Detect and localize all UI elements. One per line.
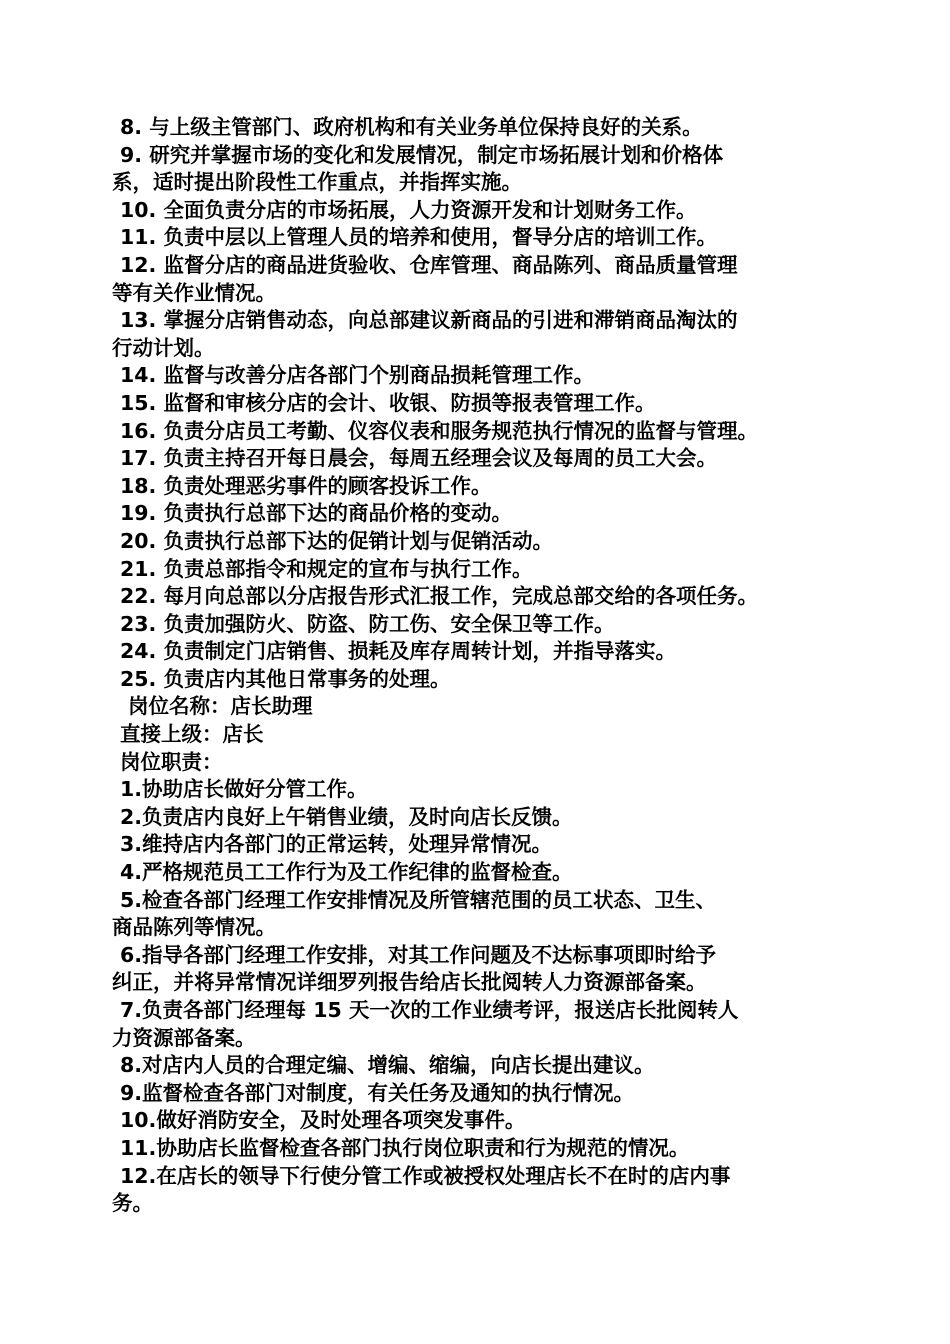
text-line: 2.负责店内良好上午销售业绩，及时向店长反馈。 (120, 804, 573, 829)
text-line: 岗位名称：店长助理 (128, 694, 313, 719)
text-line: 15. 监督和审核分店的会计、收银、防损等报表管理工作。 (120, 390, 656, 415)
text-line: 9. 研究并掌握市场的变化和发展情况，制定市场拓展计划和价格体 (120, 142, 724, 167)
text-line: 7.负责各部门经理每 15 天一次的工作业绩考评，报送店长批阅转人 (120, 998, 739, 1022)
text-line: 商品陈列等情况。 (112, 915, 276, 940)
text-line: 等有关作业情况。 (112, 280, 276, 305)
text-line: 纠正，并将异常情况详细罗列报告给店长批阅转人力资源部备案。 (112, 970, 707, 995)
text-line: 直接上级：店长 (120, 722, 264, 747)
text-line: 11.协助店长监督检查各部门执行岗位职责和行为规范的情况。 (120, 1135, 690, 1160)
text-line: 10. 全面负责分店的市场拓展，人力资源开发和计划财务工作。 (120, 197, 697, 222)
text-line: 10.做好消防安全，及时处理各项突发事件。 (120, 1108, 526, 1133)
text-line: 3.维持店内各部门的正常运转，处理异常情况。 (120, 832, 553, 857)
text-line: 9.监督检查各部门对制度，有关任务及通知的执行情况。 (120, 1080, 635, 1105)
text-line: 14. 监督与改善分店各部门个别商品损耗管理工作。 (120, 363, 594, 388)
text-line: 11. 负责中层以上管理人员的培养和使用，督导分店的培训工作。 (120, 225, 717, 250)
text-line: 20. 负责执行总部下达的促销计划与促销活动。 (120, 528, 553, 553)
text-line: 6.指导各部门经理工作安排，对其工作问题及不达标事项即时给予 (120, 942, 717, 967)
text-line: 系，适时提出阶段性工作重点，并指挥实施。 (112, 170, 522, 195)
text-line: 12. 监督分店的商品进货验收、仓库管理、商品陈列、商品质量管理 (120, 252, 738, 277)
text-line: 5.检查各部门经理工作安排情况及所管辖范围的员工状态、卫生、 (120, 887, 717, 912)
text-line: 4.严格规范员工工作行为及工作纪律的监督检查。 (120, 860, 573, 885)
text-line: 务。 (112, 1191, 153, 1216)
text-line: 21. 负责总部指令和规定的宣布与执行工作。 (120, 556, 533, 581)
text-line: 12.在店长的领导下行使分管工作或被授权处理店长不在时的店内事 (120, 1163, 731, 1188)
text-line: 16. 负责分店员工考勤、仪容仪表和服务规范执行情况的监督与管理。 (120, 418, 758, 443)
text-line: 25. 负责店内其他日常事务的处理。 (120, 666, 451, 691)
text-line: 岗位职责： (120, 749, 223, 774)
text-line: 22. 每月向总部以分店报告形式汇报工作，完成总部交给的各项任务。 (120, 584, 758, 609)
text-line: 行动计划。 (112, 335, 215, 360)
text-line: 8.对店内人员的合理定编、增编、缩编，向店长提出建议。 (120, 1053, 655, 1078)
text-line: 8. 与上级主管部门、政府机构和有关业务单位保持良好的关系。 (120, 115, 703, 139)
document-body (112, 114, 852, 1218)
text-line: 18. 负责处理恶劣事件的顾客投诉工作。 (120, 473, 492, 498)
text-line: 24. 负责制定门店销售、损耗及库存周转计划，并指导落实。 (120, 639, 676, 664)
text-line: 力资源部备案。 (112, 1025, 256, 1050)
text-line: 23. 负责加强防火、防盗、防工伤、安全保卫等工作。 (120, 611, 615, 636)
text-line: 19. 负责执行总部下达的商品价格的变动。 (120, 501, 512, 526)
text-line: 1.协助店长做好分管工作。 (120, 777, 368, 802)
text-line: 17. 负责主持召开每日晨会，每周五经理会议及每周的员工大会。 (120, 446, 717, 471)
text-line: 13. 掌握分店销售动态，向总部建议新商品的引进和滞销商品淘汰的 (120, 308, 738, 333)
